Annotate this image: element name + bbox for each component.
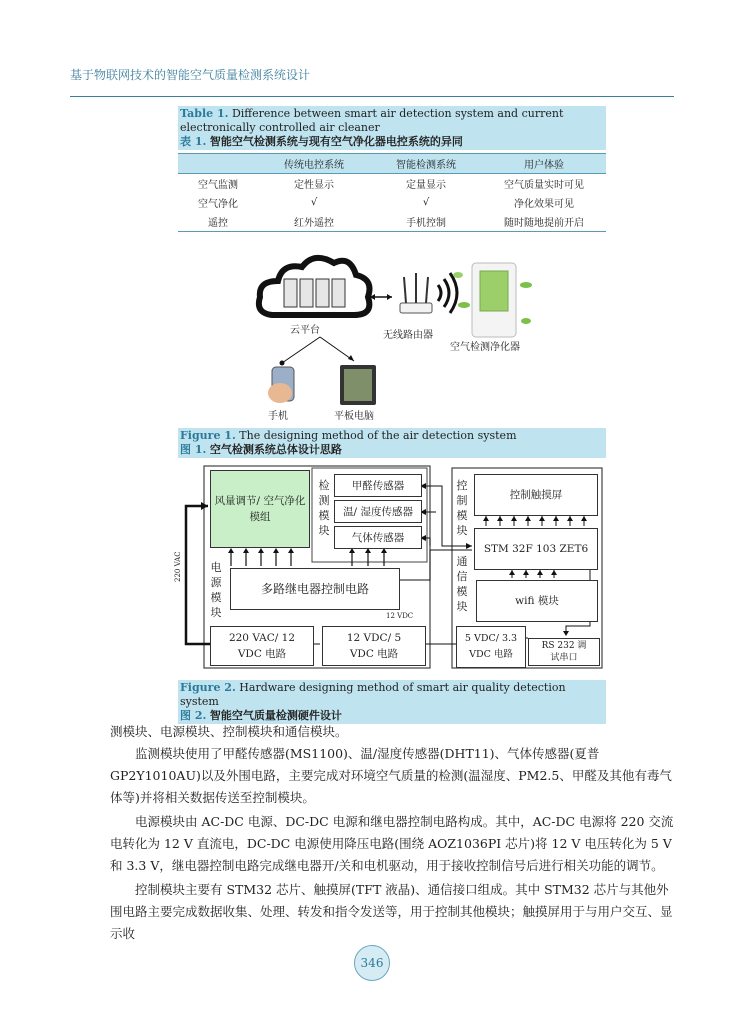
phone-label: 手机 xyxy=(268,411,288,422)
table-cell: 随时随地提前开启 xyxy=(482,212,606,232)
header-rule xyxy=(70,96,674,97)
table1-label-cn: 表 1. xyxy=(180,135,207,148)
router-label: 无线路由器 xyxy=(383,330,433,341)
figure1-label-cn: 图 1. xyxy=(180,443,207,456)
wifi-module-box: wifi 模块 xyxy=(476,580,598,622)
column-header: 用户体验 xyxy=(482,154,606,174)
detect-module-label: 检测模块 xyxy=(318,479,330,537)
formaldehyde-sensor: 甲醛传感器 xyxy=(334,474,422,497)
column-header: 智能检测系统 xyxy=(370,154,482,174)
12vdc-label: 12 VDC xyxy=(386,612,414,620)
server-icon xyxy=(316,279,329,307)
body-paragraph: 测模块、电源模块、控制模块和通信模块。 xyxy=(110,724,348,739)
running-header: 基于物联网技术的智能空气质量检测系统设计 xyxy=(70,68,311,82)
table-row xyxy=(178,193,606,212)
server-icon xyxy=(300,279,313,307)
table-cell: √ xyxy=(422,197,430,208)
figure1-title-en: The designing method of the air detection system xyxy=(239,429,517,442)
fan-purifier-module: 风量调节/ 空气净化模组 xyxy=(210,470,310,548)
220vac-label: 220 VAC xyxy=(174,551,182,582)
table-cell: 空气质量实时可见 xyxy=(504,180,584,191)
wifi-waves-icon xyxy=(438,273,457,313)
server-icon xyxy=(284,279,297,307)
figure1-caption-cn xyxy=(180,443,604,457)
table-cell: 定性显示 xyxy=(294,180,334,191)
figure2-caption-en xyxy=(180,681,604,709)
table-cell: 手机控制 xyxy=(370,212,482,232)
power-module-label: 电源模块 xyxy=(210,561,222,619)
figure1-label-en: Figure 1. xyxy=(180,429,236,442)
cloud-label: 云平台 xyxy=(290,325,320,336)
column-header: 传统电控系统 xyxy=(258,154,370,174)
dc-dc-box: 12 VDC/ 5 VDC 电路 xyxy=(322,626,426,666)
table-row xyxy=(178,174,606,194)
figure1-caption-en xyxy=(180,429,604,443)
figure2-title-en: Hardware designing method of smart air quality detection system xyxy=(180,681,566,708)
temp-humidity-sensor: 温/ 湿度传感器 xyxy=(334,500,422,523)
stm32-box: STM 32F 103 ZET6 xyxy=(474,528,598,570)
cloud-icon xyxy=(259,258,370,315)
figure2-caption xyxy=(178,680,606,724)
relay-control-box: 多路继电器控制电路 xyxy=(230,568,400,610)
control-module-label: 控制模块 xyxy=(456,479,468,537)
rs232-box: RS 232 调试串口 xyxy=(528,638,600,666)
table-cell: 净化效果可见 xyxy=(514,199,574,210)
page-number: 346 xyxy=(354,945,390,981)
table-row xyxy=(178,212,606,232)
body-paragraph: 控制模块主要有 STM32 芯片、触摸屏(TFT 液晶)、通信接口组成。其中 STM32 芯片与其他外围电路主要完成数据收集、处理、转发和指令发送等，用于控制其他模块；触摸屏用于与用户交互、显示收 xyxy=(110,882,673,941)
table1-caption-en xyxy=(180,107,604,135)
table-cell: √ xyxy=(310,197,318,208)
body-paragraph: 监测模块使用了甲醛传感器(MS1100)、温/湿度传感器(DHT11)、气体传感器(夏普 GP2Y1010AU)以及外围电路，主要完成对环境空气质量的检测(温湿度、PM2.5、甲醛及其他有毒气体等)并将相关数据传送至控制模块。 xyxy=(110,746,672,805)
table-cell: 红外遥控 xyxy=(258,212,370,232)
figure2-label-en: Figure 2. xyxy=(180,681,236,694)
ac-dc-box: 220 VAC/ 12 VDC 电路 xyxy=(210,626,314,666)
touchscreen-box: 控制触摸屏 xyxy=(474,474,598,516)
figure2-title-cn: 智能空气质量检测硬件设计 xyxy=(209,709,342,722)
column-header xyxy=(178,154,258,174)
purifier-label: 空气检测净化器 xyxy=(450,342,520,353)
table1-caption xyxy=(178,106,606,150)
table1-title-en: Difference between smart air detection system and current electronically controlled air cleaner xyxy=(180,107,564,134)
tablet-label: 平板电脑 xyxy=(334,411,374,422)
server-icon xyxy=(332,279,345,307)
table-cell: 定量显示 xyxy=(406,180,446,191)
dc-3v3-box: 5 VDC/ 3.3 VDC 电路 xyxy=(456,626,526,668)
gas-sensor: 气体传感器 xyxy=(334,526,422,549)
figure1-caption xyxy=(178,428,606,458)
comm-module-label: 通信模块 xyxy=(456,555,468,613)
body-paragraph: 电源模块由 AC-DC 电源、DC-DC 电源和继电器控制电路构成。其中，AC-DC 电源将 220 交流电转化为 12 V 直流电，DC-DC 电源使用降压电路(围绕 AOZ1036PI 芯片)将 12 V 电压转化为 5 V 和 3.3 V，继电器控制电路完成继电器开/关和电机驱动，用于接收控制信号后进行相关功能的调节。 xyxy=(110,814,674,873)
table-cell: 空气监测 xyxy=(198,180,238,191)
figure2-label-cn: 图 2. xyxy=(180,709,207,722)
figure2-diagram xyxy=(176,462,608,674)
table1 xyxy=(178,153,606,232)
table1-title-cn: 智能空气检测系统与现有空气净化器电控系统的异同 xyxy=(209,135,463,148)
table-cell: 遥控 xyxy=(178,212,258,232)
table1-caption-cn xyxy=(180,135,604,149)
router-icon xyxy=(400,303,432,313)
table-cell: 空气净化 xyxy=(198,199,238,210)
figure1-title-cn: 空气检测系统总体设计思路 xyxy=(209,443,342,456)
table1-label-en: Table 1. xyxy=(180,107,229,120)
table-header-row xyxy=(178,154,606,174)
